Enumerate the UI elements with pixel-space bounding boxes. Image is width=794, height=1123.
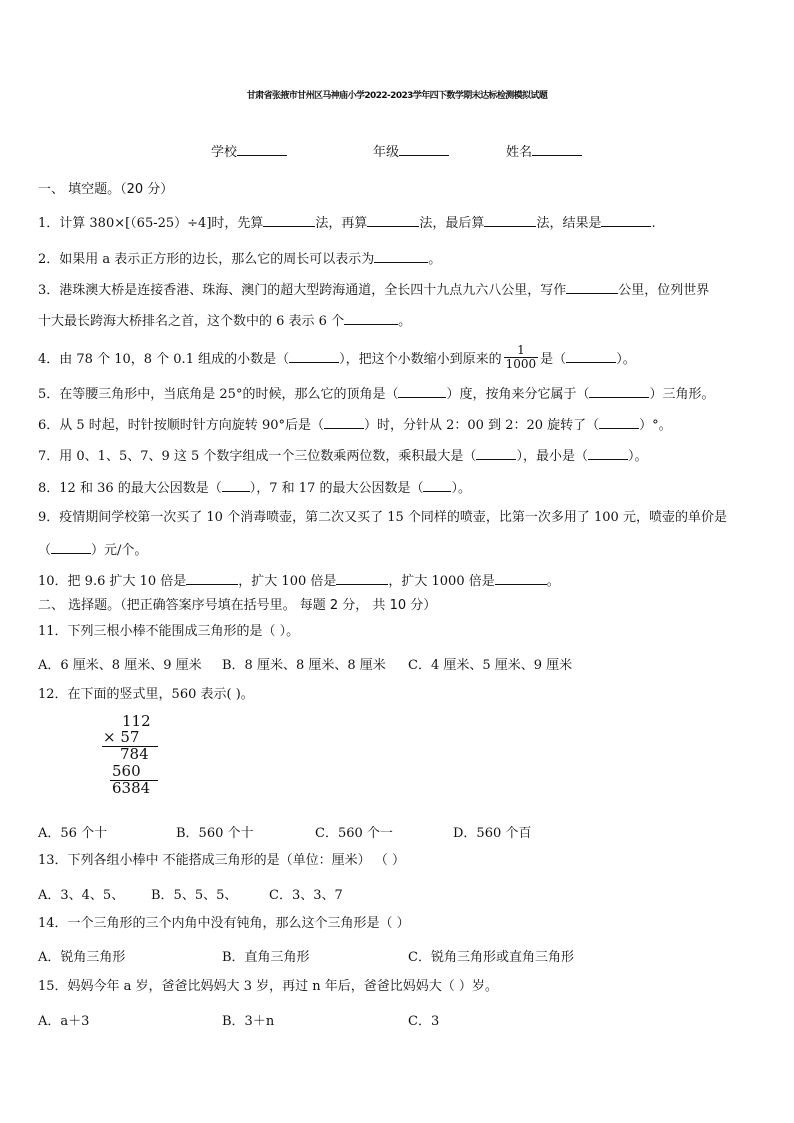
question-4 [38,343,636,373]
question-1-text: 1．计算 380×[（65-25）÷4]时，先算 [38,216,264,231]
question-4-text: ），把这个小数缩小到原来的 [339,352,502,367]
answer-blank[interactable] [344,311,398,325]
option-c[interactable]: C．3、3、7 [269,888,343,903]
question-6-text: ）时，分针从 2：00 到 2：20 旋转了（ [363,418,600,433]
question-4-text: ）。 [616,352,636,367]
question-5 [38,384,714,404]
option-b[interactable]: B．3＋n [222,1014,275,1029]
question-10-text: ，扩大 1000 倍是 [388,574,495,589]
question-9 [38,509,727,527]
fraction [504,344,539,371]
question-1-text: . [651,216,656,231]
option-d[interactable]: D．560 个百 [453,826,532,841]
question-9-continued [38,540,147,560]
option-b[interactable]: B．直角三角形 [222,950,310,965]
question-11: 11．下列三根小棒不能围成三角形的是（ ）。 [38,624,300,639]
question-14: 14．一个三角形的三个内角中没有钝角，那么这个三角形是（ ） [38,916,410,931]
question-1-text: 法，最后算 [419,216,485,231]
option-b[interactable]: B．560 个十 [176,826,254,841]
option-c[interactable]: C．560 个一 [315,826,393,841]
answer-blank[interactable] [495,571,547,585]
grade-label: 年级 [373,145,400,160]
question-9-text: （ [38,543,52,558]
answer-blank[interactable] [398,384,446,398]
option-c[interactable]: C．锐角三角形或直角三角形 [408,950,574,965]
calc-partial-product-1: 784 [120,745,149,763]
answer-blank[interactable] [566,280,618,294]
question-10-text: 。 [546,574,560,589]
question-2-text: 。 [428,252,442,267]
answer-blank[interactable] [51,540,91,554]
school-field [211,141,287,160]
option-a[interactable]: A．56 个十 [38,826,108,841]
name-blank[interactable] [532,142,582,156]
question-10-text: ，扩大 100 倍是 [238,574,337,589]
answer-blank[interactable] [589,384,649,398]
option-a[interactable]: A．3、4、5、 [38,888,125,903]
calc-multiplier: × 57 [103,728,140,746]
question-7-text: 7．用 0、1、5、7、9 这 5 个数字组成一个三位数乘两位数，乘积最大是（ [38,449,477,464]
question-8 [38,478,471,498]
answer-blank[interactable] [484,213,536,227]
calc-result: 6384 [112,779,151,797]
page-title: 甘肃省张掖市甘州区马神庙小学2022-2023学年四下数学期末达标检测模拟试题 [246,91,548,101]
question-10 [38,571,560,591]
question-8-text: ）。 [451,481,471,496]
section-1-heading: 一、 填空题。（20 分） [38,182,174,197]
option-b[interactable]: B．5、5、5、 [151,888,238,903]
name-label: 姓名 [506,145,533,160]
question-4-text: 4．由 78 个 10，8 个 0.1 组成的小数是（ [38,352,290,367]
option-b[interactable]: B．8 厘米、8 厘米、8 厘米 [222,658,386,673]
grade-field [373,141,449,160]
question-8-text: 8．12 和 36 的最大公因数是（ [38,481,222,496]
answer-blank[interactable] [367,213,419,227]
answer-blank[interactable] [374,249,428,263]
answer-blank[interactable] [289,349,339,363]
fraction-numerator: 1 [517,343,525,357]
question-1-text: 法，结果是 [536,216,602,231]
question-5-text: ）度，按角来分它属于（ [446,387,590,402]
question-3-text: 。 [398,314,412,329]
question-13: 13．下列各组小棒中 不能搭成三角形的是（单位：厘米） （ ） [38,853,405,868]
question-12: 12．在下面的竖式里，560 表示( )。 [38,687,254,702]
question-1-text: 法，再算 [315,216,368,231]
option-a[interactable]: A．锐角三角形 [38,950,126,965]
question-8-text: ），7 和 17 的最大公因数是（ [249,481,424,496]
answer-blank[interactable] [423,478,451,492]
question-7 [38,446,647,466]
section-2-heading: 二、 选择题。（把正确答案序号填在括号里。 每题 2 分， 共 10 分） [38,598,437,613]
answer-blank[interactable] [222,478,250,492]
question-2 [38,249,441,269]
question-10-text: 10．把 9.6 扩大 10 倍是 [38,574,187,589]
question-3-continued [38,311,411,331]
question-4-text: 是（ [540,352,567,367]
answer-blank[interactable] [263,213,315,227]
question-2-text: 2．如果用 a 表示正方形的边长，那么它的周长可以表示为 [38,252,375,267]
answer-blank[interactable] [186,571,238,585]
question-7-text: ）。 [627,449,648,464]
question-1 [38,213,656,233]
question-5-text: 5．在等腰三角形中，当底角是 25°的时候，那么它的顶角是（ [38,387,399,402]
grade-blank[interactable] [399,142,449,156]
answer-blank[interactable] [599,415,639,429]
answer-blank[interactable] [324,415,364,429]
option-a[interactable]: A．a＋3 [38,1014,90,1029]
option-c[interactable]: C．3 [408,1014,440,1029]
question-9-text: 9．疫情期间学校第一次买了 10 个消毒喷壶，第二次又买了 15 个同样的喷壶，比第一次多用了 100 元，喷壶的单价是 [38,510,727,525]
question-5-text: ）三角形。 [649,387,715,402]
question-3-text: 公里，位列世界 [618,283,710,298]
answer-blank[interactable] [336,571,388,585]
answer-blank[interactable] [588,446,628,460]
question-6 [38,415,672,435]
option-c[interactable]: C．4 厘米、5 厘米、9 厘米 [408,658,573,673]
option-a[interactable]: A．6 厘米、8 厘米、9 厘米 [38,658,202,673]
question-6-text: 6．从 5 时起，时针按顺时针方向旋转 90°后是（ [38,418,324,433]
name-field [506,141,582,160]
calc-partial-product-2: 560 [112,762,141,780]
answer-blank[interactable] [601,213,651,227]
question-7-text: ），最小是（ [516,449,588,464]
question-3-text: 3．港珠澳大桥是连接香港、珠海、澳门的超大型跨海通道，全长四十九点九六八公里，写作 [38,283,567,298]
calc-multiplicand: 112 [122,712,151,730]
question-9-text: ）元/个。 [91,543,148,558]
question-6-text: ）°。 [639,418,672,433]
school-label: 学校 [211,145,238,160]
school-blank[interactable] [237,142,287,156]
answer-blank[interactable] [566,349,616,363]
question-3-text: 十大最长跨海大桥排名之首，这个数中的 6 表示 6 个 [38,314,345,329]
vertical-multiplication [100,712,170,802]
answer-blank[interactable] [476,446,516,460]
fraction-denominator: 1000 [505,357,537,371]
question-15: 15．妈妈今年 a 岁，爸爸比妈妈大 3 岁，再过 n 年后，爸爸比妈妈大（ ）岁。 [38,979,498,994]
question-3 [38,280,709,300]
